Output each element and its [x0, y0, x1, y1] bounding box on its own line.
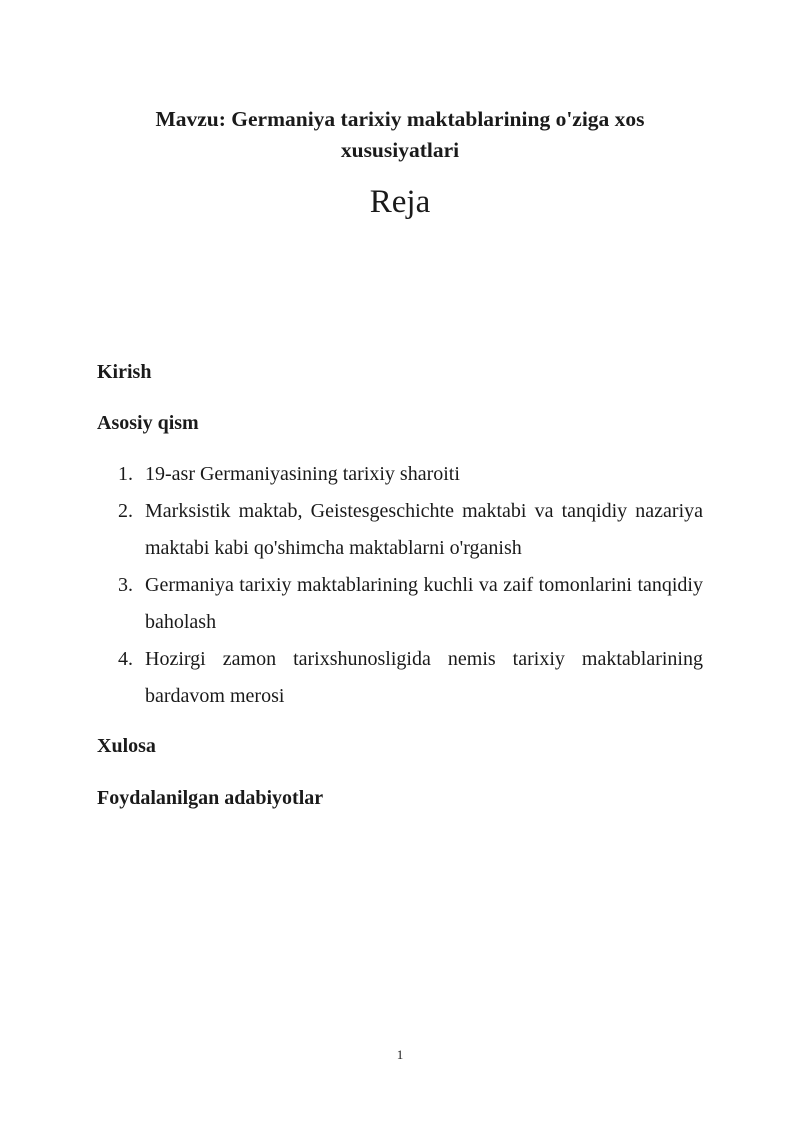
section-conclusion-heading: Xulosa — [97, 735, 156, 757]
plan-item — [97, 641, 703, 715]
plan-heading: Reja — [369, 184, 431, 220]
plan-item-number: 4. — [118, 648, 133, 670]
plan-item-text: Germaniya tarixiy maktablarining kuchli va zaif tomonlarini tanqidiy baholash — [145, 574, 703, 633]
document-title: Mavzu: Germaniya tarixiy maktablarining o'ziga xos xususiyatlari — [155, 107, 645, 162]
plan-item-number: 3. — [118, 574, 133, 596]
section-references-heading: Foydalanilgan adabiyotlar — [97, 787, 324, 809]
plan-item — [97, 567, 703, 641]
page-number: 1 — [396, 1047, 404, 1062]
section-main-heading: Asosiy qism — [97, 412, 199, 434]
plan-item-text: Hozirgi zamon tarixshunosligida nemis tarixiy maktablarining bardavom merosi — [145, 648, 703, 707]
plan-item-number: 2. — [118, 500, 133, 522]
plan-item-number: 1. — [118, 463, 133, 485]
plan-item-text: Marksistik maktab, Geistesgeschichte maktabi va tanqidiy nazariya maktabi kabi qo'shimcha maktablarni o'rganish — [145, 500, 703, 559]
plan-list — [97, 456, 703, 715]
section-intro-heading: Kirish — [97, 361, 152, 383]
plan-item-text: 19-asr Germaniyasining tarixiy sharoiti — [145, 463, 460, 485]
plan-item — [97, 493, 703, 567]
plan-item — [97, 456, 703, 493]
